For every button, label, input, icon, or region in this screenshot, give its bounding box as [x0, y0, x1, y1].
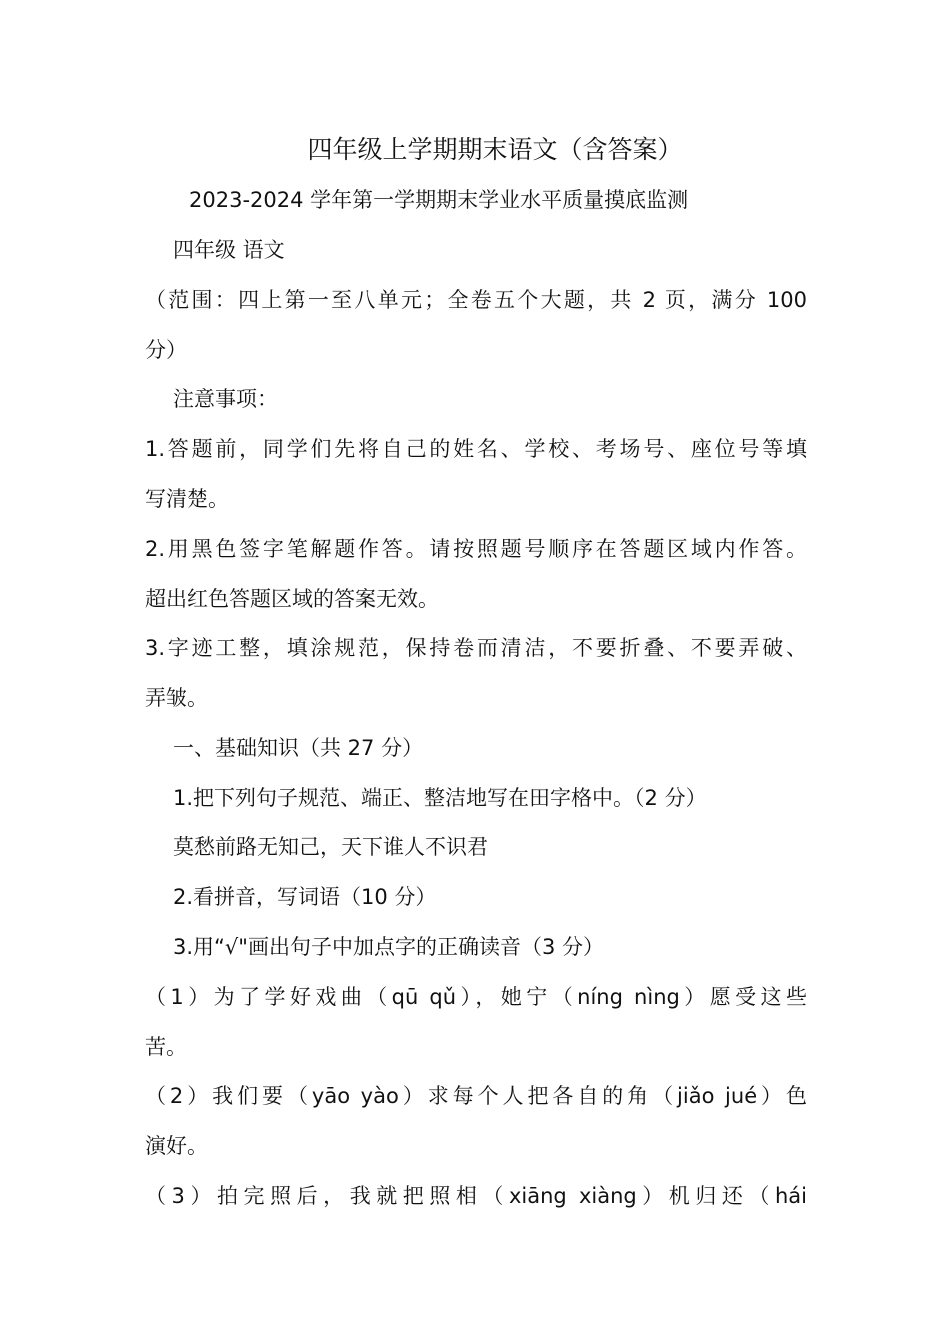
notes-heading: 注意事项： — [173, 387, 278, 411]
section-1-heading: 一、基础知识（共 27 分） — [173, 736, 424, 760]
grade-subject: 四年级 语文 — [173, 238, 285, 262]
note-3-line-1: 3.字迹工整，填涂规范，保持卷而清洁，不要折叠、不要弄破、 — [145, 636, 807, 660]
note-3-line-2: 弄皱。 — [145, 686, 208, 710]
note-1-line-2: 写清楚。 — [145, 487, 229, 511]
question-3-item-3-line-1: （3）拍完照后，我就把照相（xiāng xiàng）机归还（hái — [145, 1184, 807, 1208]
question-1: 1.把下列句子规范、端正、整洁地写在田字格中。（2 分） — [173, 786, 707, 810]
scope-line-1: （范围：四上第一至八单元；全卷五个大题，共 2 页，满分 100 — [145, 288, 807, 312]
question-3-item-1-line-2: 苦。 — [145, 1035, 187, 1059]
document-title: 四年级上学期期末语文（含答案） — [307, 135, 683, 164]
scope-line-2: 分） — [145, 338, 187, 362]
exam-subtitle: 2023-2024 学年第一学期期末学业水平质量摸底监测 — [189, 188, 689, 212]
question-1-sentence: 莫愁前路无知己，天下谁人不识君 — [173, 835, 488, 859]
question-3-item-2-line-2: 演好。 — [145, 1134, 208, 1158]
note-2-line-1: 2.用黑色签字笔解题作答。请按照题号顺序在答题区域内作答。 — [145, 537, 807, 561]
question-3: 3.用“√"画出句子中加点字的正确读音（3 分） — [173, 935, 604, 959]
question-3-item-1-line-1: （1）为了学好戏曲（qū qǔ），她宁（níng nìng）愿受这些 — [145, 985, 807, 1009]
note-1-line-1: 1.答题前，同学们先将自己的姓名、学校、考场号、座位号等填 — [145, 437, 807, 461]
question-3-item-2-line-1: （2）我们要（yāo yào）求每个人把各自的角（jiǎo jué）色 — [145, 1084, 807, 1108]
note-2-line-2: 超出红色答题区域的答案无效。 — [145, 587, 439, 611]
question-2: 2.看拼音，写词语（10 分） — [173, 885, 437, 909]
